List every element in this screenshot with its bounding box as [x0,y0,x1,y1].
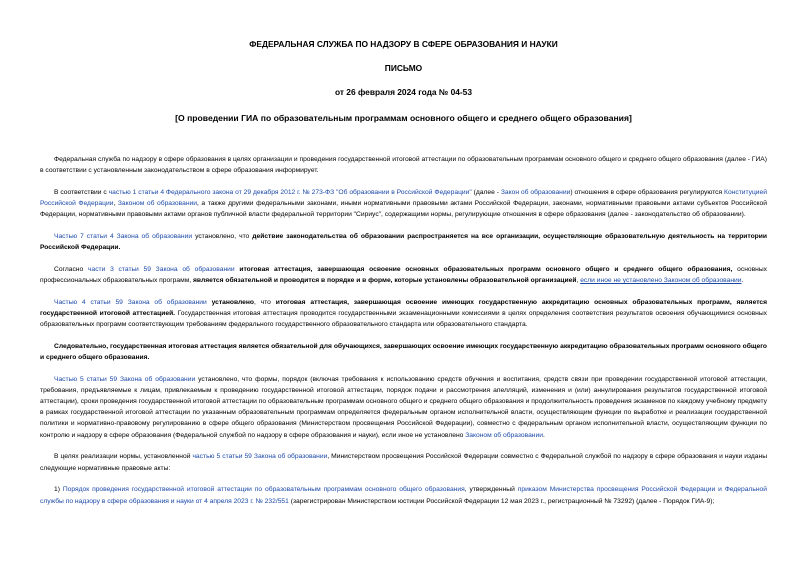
paragraph-bold-text: является обязательной и проводится в порядке и в форме, которые установлены образовательной организацией [193,277,577,285]
paragraph-item-1 [40,484,767,506]
paragraph-text: . [542,431,545,439]
document-body [40,124,767,507]
paragraph-intro [40,154,767,176]
gia-9-procedure-link[interactable]: Порядок проведения государственной итоговой аттестации по образовательным программам основного общего образования [62,486,465,494]
paragraph-text: основных профессиональных образовательных программ, [40,266,768,285]
paragraph-text: Государственная итоговая аттестация проводится государственными экзаменационными комиссиями в целях определения соответствия результатов освоения обучающимися основных образовательных программ соответствующим требованиям федерального государственного образовательного стандарта или образовательного стандарта. [40,310,767,329]
paragraph-text: Согласно [54,266,88,274]
paragraph-text: , утвержденный [464,486,518,494]
paragraph-text: , Министерством просвещения Российской Федерации совместно с Федеральной службой по надзору в сфере образования и науки изданы следующие нормативные правовые акты: [40,453,767,472]
education-law-link[interactable]: Закон об образовании [500,188,571,196]
paragraph-bold-text: итоговая аттестация, завершающая освоение имеющих государственную аккредитацию основных образовательных программ, является государственной итоговой аттестацией. [40,299,768,318]
order-232-551-link[interactable]: приказом Министерства просвещения Российской Федерации и Федеральной службы по надзору в сфере образования и науки от 4 апреля 2023 г. № 232/551 [40,486,767,505]
paragraph-article-4-7 [40,231,767,253]
paragraph-text: (зарегистрирован Министерством юстиции Российской Федерации 12 мая 2023 г., регистрационный № 73292) (далее - Порядок ГИА-9); [288,497,715,505]
law-273-fz-link[interactable]: частью 1 статьи 4 Федерального закона от 29 декабря 2012 г. № 273-ФЗ "Об образовании в Российской Федерации" [108,188,472,196]
paragraph-text: , что [254,299,276,307]
constitution-link[interactable]: Конституцией Российской Федерации [40,188,767,208]
article-4-part-7-link[interactable]: Частью 7 статьи 4 Закона об образовании [54,233,193,241]
paragraph-text: установлено, что формы, порядок (включая требования к использованию средств обучения и воспитания, средств связи при проведении государственной итоговой аттестации, требования, предъявляемые к лицам, привлекаемым к проведению государственной итоговой аттестации, порядок подачи и рассмотрения апелляций, изменения и (или) аннулирования результатов государственной итоговой аттестации), сроки проведения государственной итоговой аттестации по образовательным программам основного общего и среднего общего образования и продолжительность проведения экзаменов по каждому учебному предмету в рамках государственной итоговой аттестации по указанным образовательным программам определяется федеральным органом исполнительной власти, осуществляющим функции по выработке и реализации государственной политики и нормативно-правовому регулированию в сфере общего образования (Министерством просвещения Российской Федерации), совместно с федеральным органом исполнительной власти, осуществляющим функции по контролю и надзору в сфере образования (Федеральной службой по надзору в сфере образования и науки), если иное не установлено [40,376,767,439]
paragraph-text: 1) [54,486,63,494]
article-59-part-5-link[interactable]: Частью 5 статьи 59 Закона об образовании [54,376,196,384]
paragraph-bold-text: действие законодательства об образовании распространяется на все организации, осуществляющие образовательную деятельность на территории Российской Федерации. [40,233,767,252]
paragraph-article-59-5 [40,374,767,441]
education-law-link[interactable]: Законом об образовании [117,200,198,208]
paragraph-text: , а также другими федеральными законами, иными нормативными правовыми актами Российской Федерации, законами, нормативными правовыми актами субъектов Российской Федерации, нормативными правовыми актами органов публичной власти федеральной территории "Сириус", содержащими нормы, регулирующие отношения в сфере образования (далее - законодательство об образовании). [40,200,767,219]
document-subject: [О проведении ГИА по образовательным программам основного общего и среднего общего образования] [175,113,632,123]
paragraph-bold-text: Следовательно, государственная итоговая аттестация является обязательной для обучающихся, завершающих освоение имеющих государственную аккредитацию образовательных программ основного общего и среднего общего образования. [40,343,767,362]
document-date-number: от 26 февраля 2024 года № 04-53 [334,87,473,97]
paragraph-text: В целях реализации нормы, установленной [54,453,193,461]
paragraph-conclusion [40,341,767,363]
paragraph-text: . [741,277,744,285]
article-59-part-4-link[interactable]: Частью 4 статьи 59 Закона об образовании [54,299,207,307]
document-type: ПИСЬМО [384,63,423,73]
unless-otherwise-link[interactable]: если иное не установлено Законом об образовании [580,277,742,285]
paragraph-bold-text: установлено [206,299,255,307]
paragraph-text: установлено, что [192,233,253,241]
paragraph-text: Федеральная служба по надзору в сфере образования в целях организации и проведения государственной итоговой аттестации по образовательным программам основного общего и среднего общего образования (далее - ГИА) в соответствии с установленным законодательством в сфере образования информирует. [40,156,767,175]
article-59-part-5-link[interactable]: частью 5 статьи 59 Закона об образовании [192,453,328,461]
paragraph-article-59-4 [40,297,767,330]
education-law-link[interactable]: Законом об образовании [465,431,543,439]
paragraph-text: В соответствии с [54,188,109,196]
paragraph-article-59-3 [40,264,767,286]
paragraph-legal-basis [40,187,767,220]
paragraph-text: (далее - [471,188,501,196]
paragraph-bold-text: итоговая аттестация, завершающая освоение основных образовательных программ основного общего и среднего общего образования, [234,266,733,274]
agency-name: ФЕДЕРАЛЬНАЯ СЛУЖБА ПО НАДЗОРУ В СФЕРЕ ОБРАЗОВАНИЯ И НАУКИ [249,39,558,49]
article-59-part-3-link[interactable]: части 3 статьи 59 Закона об образовании [87,266,235,274]
paragraph-text: , [576,277,581,285]
paragraph-text: ) отношения в сфере образования регулируются [570,188,725,196]
paragraph-implementation [40,451,767,473]
paragraph-text: , [113,200,118,208]
